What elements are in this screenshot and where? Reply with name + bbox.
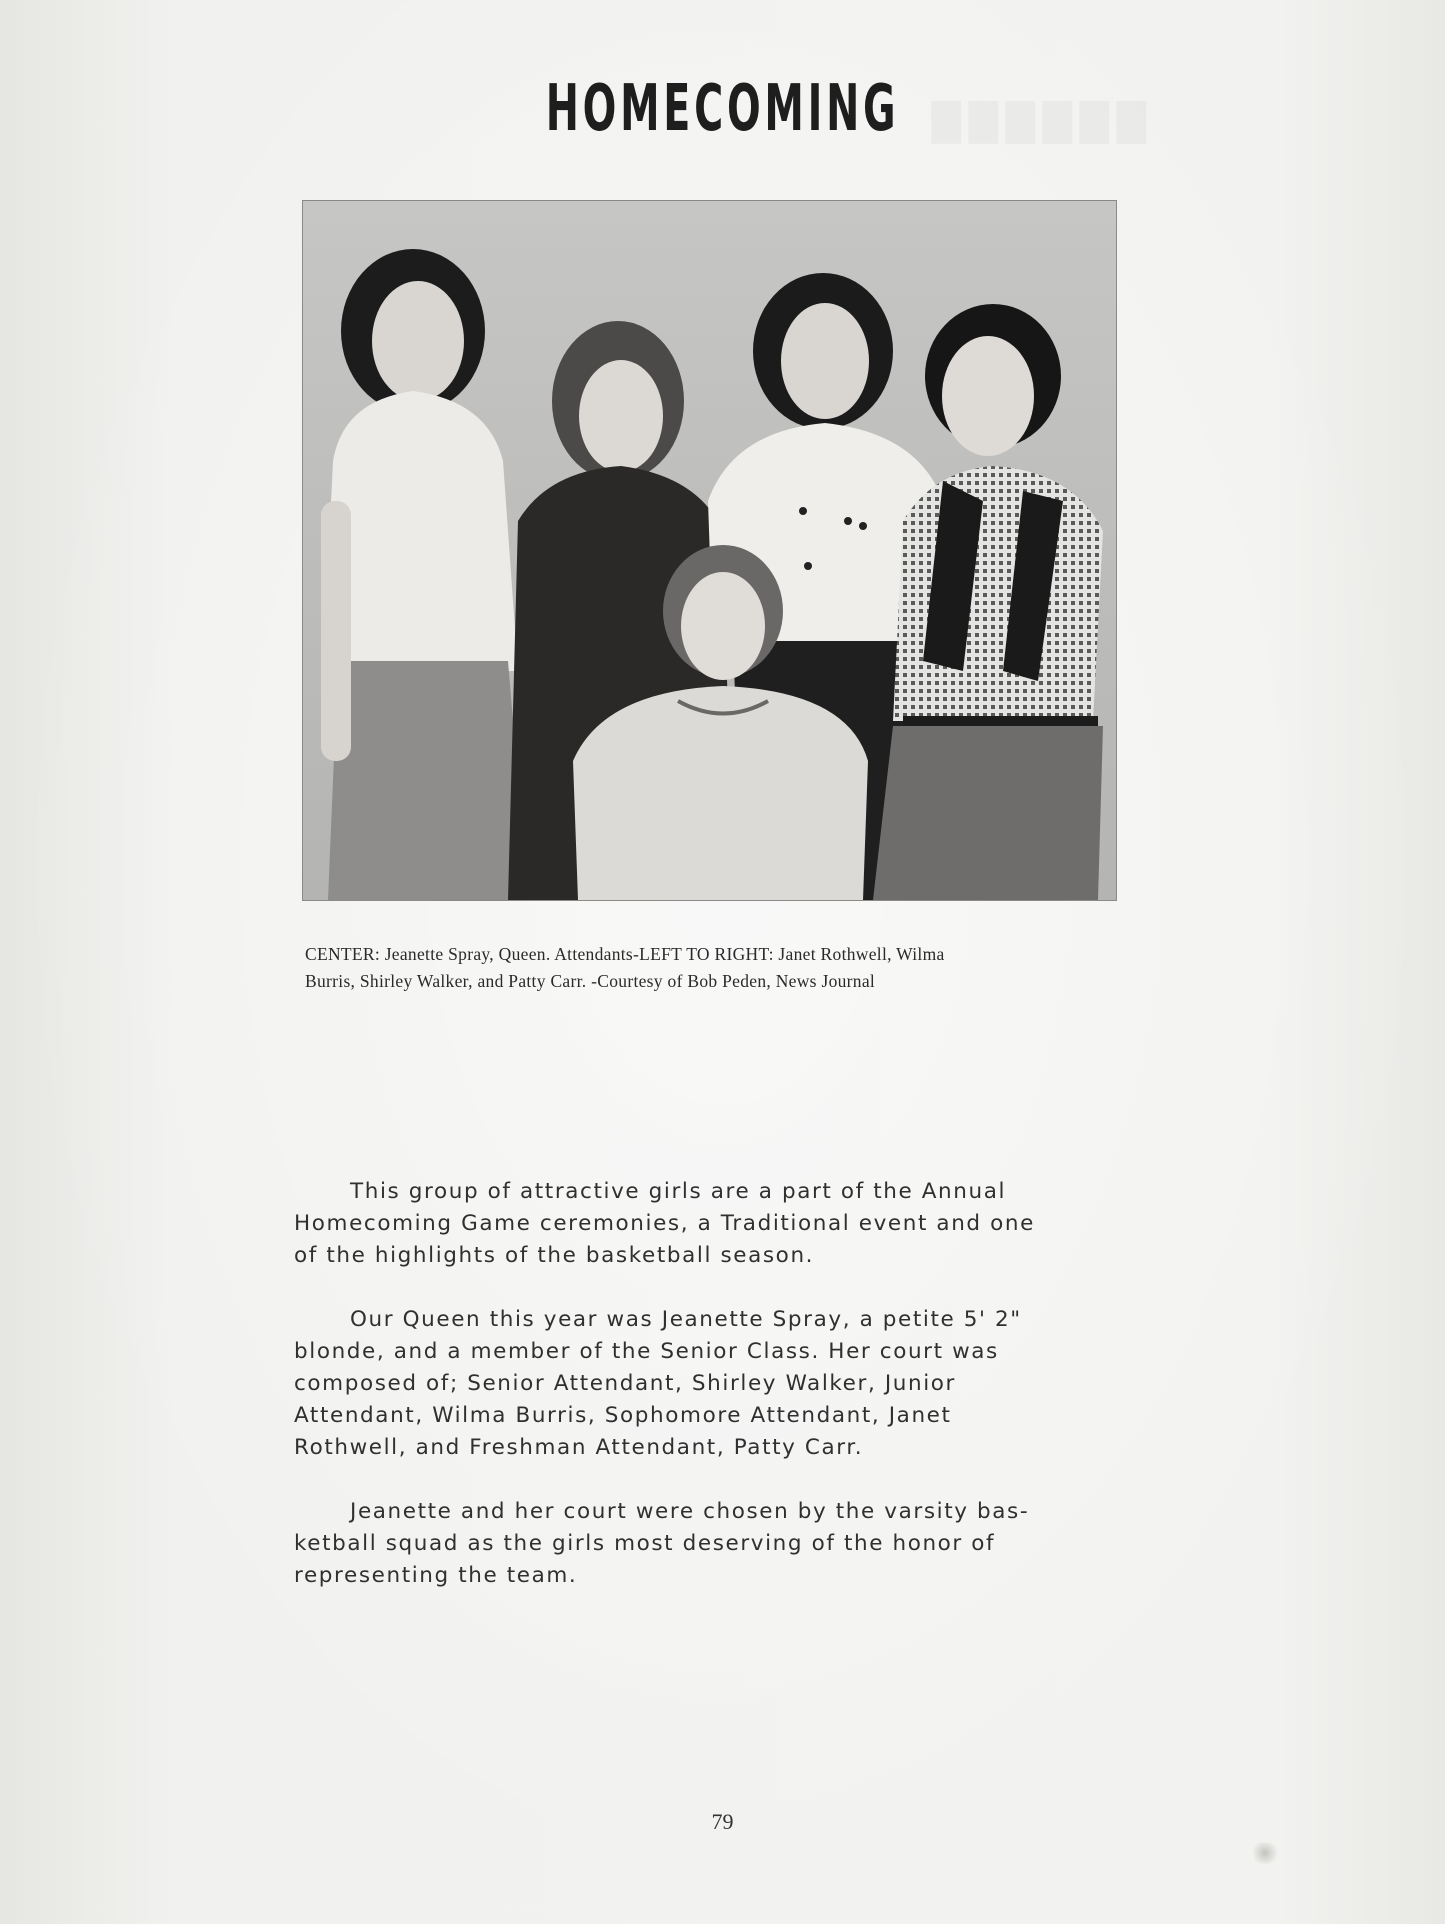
text-line: Homecoming Game ceremonies, a Traditional event and one (294, 1211, 1035, 1236)
text-line: representing the team. (294, 1563, 578, 1588)
text-line: Jeanette and her court were chosen by the varsity bas- (350, 1499, 1030, 1524)
photo-caption (305, 941, 1135, 995)
paragraph (294, 1176, 1174, 1272)
group-portrait-photo (303, 201, 1116, 900)
text-line: This group of attractive girls are a part of the Annual (350, 1179, 1007, 1204)
paragraph (294, 1496, 1174, 1592)
photo-illustration (303, 201, 1116, 900)
paper-smudge (1250, 1842, 1280, 1864)
page-title: HOMECOMING (545, 72, 900, 146)
page-number: 79 (711, 1809, 734, 1834)
text-line: Our Queen this year was Jeanette Spray, a petite 5' 2" (350, 1307, 1022, 1332)
text-line: Rothwell, and Freshman Attendant, Patty Carr. (294, 1435, 864, 1460)
caption-line: CENTER: Jeanette Spray, Queen. Attendants-LEFT TO RIGHT: Janet Rothwell, Wilma (305, 944, 945, 964)
text-line: of the highlights of the basketball season. (294, 1243, 815, 1268)
text-line: Attendant, Wilma Burris, Sophomore Attendant, Janet (294, 1403, 952, 1428)
paragraph (294, 1304, 1174, 1464)
article-body (294, 1176, 1174, 1624)
caption-line: Burris, Shirley Walker, and Patty Carr. -Courtesy of Bob Peden, News Journal (305, 971, 876, 991)
text-line: blonde, and a member of the Senior Class. Her court was (294, 1339, 999, 1364)
text-line: ketball squad as the girls most deserving of the honor of (294, 1531, 996, 1556)
text-line: composed of; Senior Attendant, Shirley Walker, Junior (294, 1371, 956, 1396)
